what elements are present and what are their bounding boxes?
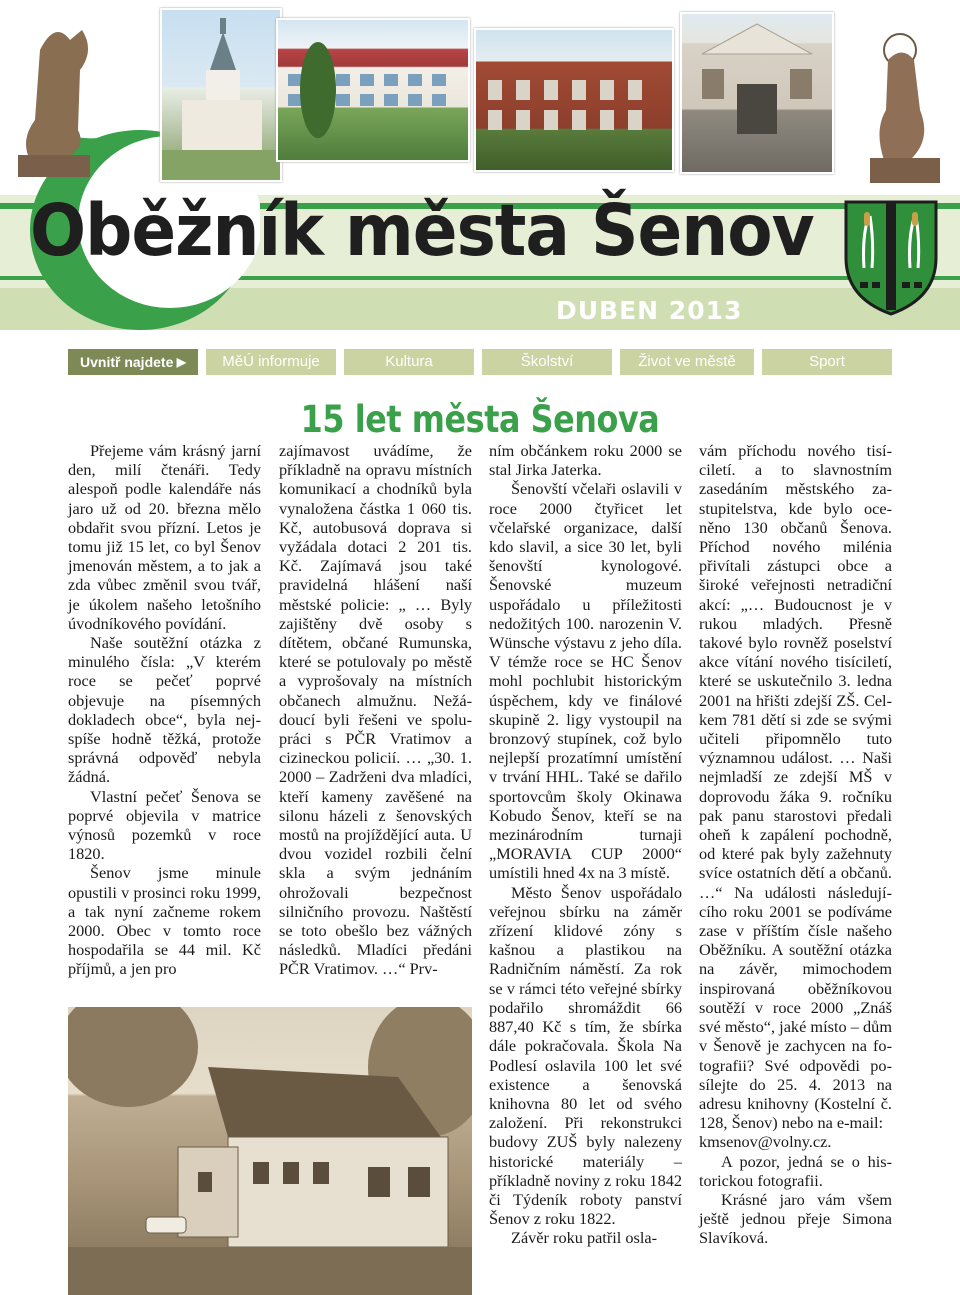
paragraph: zajímavost uvádíme, že příkladně na opravu místních komunikací a chodníků byla vynaložena částka 1 060 tis. Kč, autobusová doprava si vyžádala dotaci 2 201 tis. Kč. Zajímavá jsou také pravidelná hlášení naší městské policie: „ … Byly zajištěny dvě osoby s dítětem, občané Rumunska, které se potulovaly po městě a vyprošovaly na místních občanech almužnu. Nežádoucí byli řešeni ve spolupráci s PČR Vratimov a cizineckou policií. … „30. 1. 2000 – Zadrženi dva mladíci, kteří kameny zavěšené na silonu házeli z šenovských mostů na projíždějící auta. U dvou vozidel rozbili čelní skla a svým jednáním ohrožovali bezpečnost silničního provozu. Naštěstí se toto obešlo bez vážných následků. Mladíci předáni PČR Vratimov. …“ Prv- (279, 441, 472, 979)
newsletter-title: Oběžník města Šenov (30, 190, 814, 273)
issue-date: DUBEN 2013 (556, 296, 743, 325)
signature-paragraph: Krásné jaro vám všem ještě jednou přeje Simona Slavíková. (699, 1189, 892, 1248)
paragraph: Naše soutěžní otázka z minulého čísla: „V kterém roce se pečeť poprvé objevuje na písemných dokladech obce“, byla nejspíše hodně těžká, protože správná odpověď nebyla žádná. (68, 633, 261, 787)
paragraph: vám příchodu nového tisíciletí. a to slavnostním zasedáním městského zastupitelstva, kde bylo oceněno 130 občanů Šenova. Příchod nového milénia přivítali zástupci obce a široké veřejnosti netradiční akcí: „… Budoucnost je v rukou mladých. Přesně takové bylo rovněž poselství akce vítání nového tisíciletí, které se uskutečnilo 3. ledna 2001 na hřišti zdejší ZŠ. Celkem 781 dětí si zde se svými učiteli připomnělo tuto významnou událost. … Naši nejmladší ze zdejší MŠ v doprovodu žáka 9. ročníku pak panu starostovi předali oheň k zapálení pochodně, od které pak byly zažehnuty svíce ostatních dětí a občanů. …“ Na události následujícího roku 2001 se podíváme zase v příštím čísle našeho Oběžníku. A soutěžní otázka na závěr, mimochodem inspirovaná oběžníkovou soutěží v roce 2000 „Znáš své město“, jaké místo – dům v Šenově je zachycen na fotografii? Své odpovědi posílejte do 25. 4. 2013 na adresu knihovny (Kostelní č. 128, Šenov) nebo na e-mail: (699, 441, 892, 1133)
photo-brick-building (474, 28, 674, 172)
photo-church (160, 8, 282, 182)
nav-lead-text: Uvnitř najdete (80, 354, 174, 370)
paragraph: A pozor, jedná se o historickou fotografii. (699, 1151, 892, 1190)
masthead (0, 0, 960, 335)
section-nav (68, 349, 892, 375)
article-column-2 (279, 441, 472, 979)
paragraph: Vlastní pečeť Šenova se poprvé objevila v matrice výnosů pozemků v roce 1820. (68, 786, 261, 864)
nav-item-sport[interactable]: Sport (762, 349, 892, 375)
article-column-3 (489, 441, 682, 1248)
photo-school (276, 18, 470, 162)
paragraph: Šenov jsme minule opustili v prosinci roku 1999, a tak nyní začneme rokem 2000. Obec v tomto roce hospodařila se 44 mil. Kč příjmů, a jen pro (68, 863, 261, 979)
article-column-4 (699, 441, 892, 1248)
article-headline: 15 let města Šenova (300, 398, 660, 441)
nav-item-zivot-ve-meste[interactable]: Život ve městě (620, 349, 754, 375)
paragraph: ním občánkem roku 2000 se stal Jirka Jaterka. (489, 441, 682, 480)
nav-lead-label (68, 349, 198, 375)
coat-of-arms-icon (842, 198, 940, 318)
nav-item-kultura[interactable]: Kultura (344, 349, 474, 375)
triangle-right-icon: ▶ (176, 355, 186, 369)
email-link[interactable]: kmsenov@volny.cz. (699, 1132, 832, 1152)
historical-photo (68, 1007, 472, 1295)
statue-right (850, 20, 960, 185)
statue-left (0, 10, 110, 180)
paragraph: Šenovští včelaři oslavili v roce 2000 čtyřicet let včelařské organizace, další kdo slavil, a sice 30 let, byli šenovští kynologové. Šenovské muzeum uspořádalo u příležitosti nedožitých 100. narozenin V. Wünsche výstavu z jeho díla. V témže roce se HC Šenov mohl pochlubit historickým úspěchem, kdy ve finálové skupině 2. ligy vystoupil na bronzový stupínek, což bylo nejlepší prozatímní umístění v trvání HHL. Také se dařilo sportovcům školy Okinawa Kobudo Šenov, kteří se na mezinárodním turnaji „MORAVIA CUP 2000“ umístili hned 4x na 3 místě. (489, 479, 682, 883)
article-column-1 (68, 441, 261, 979)
nav-item-meu-informuje[interactable]: MěÚ informuje (206, 349, 336, 375)
photo-villa (680, 12, 834, 174)
paragraph: Závěr roku patřil osla- (511, 1228, 658, 1248)
paragraph: Město Šenov uspořádalo veřejnou sbírku na záměr zřízení klidové zóny s kašnou a plastikou na Radničním náměstí. Za rok se v rámci této veřejné sbírky podařilo shromáždit 66 887,40 Kč s tím, že sbírka dále pokračovala. Škola Na Podlesí oslavila 100 let své existence a šenovská knihovna 80 let od svého založení. Při rekonstrukci budovy ZUŠ byly nalezeny historické materiály – příkladně noviny z roku 1842 či Týdeník roboty panství Šenov z roku 1822. (489, 882, 682, 1229)
paragraph: Přejeme vám krásný jarní den, milí čtenáři. Tedy alespoň podle kalendáře nás jaro už od 20. března mělo obdařit svou přízní. Letos je tomu již 15 let, co byl Šenov jmenován městem, a to jak a zda vůbec změnil svou tvář, je úkolem našeho letošního úvodníkového povídání. (68, 441, 261, 633)
nav-item-skolstvi[interactable]: Školství (482, 349, 612, 375)
